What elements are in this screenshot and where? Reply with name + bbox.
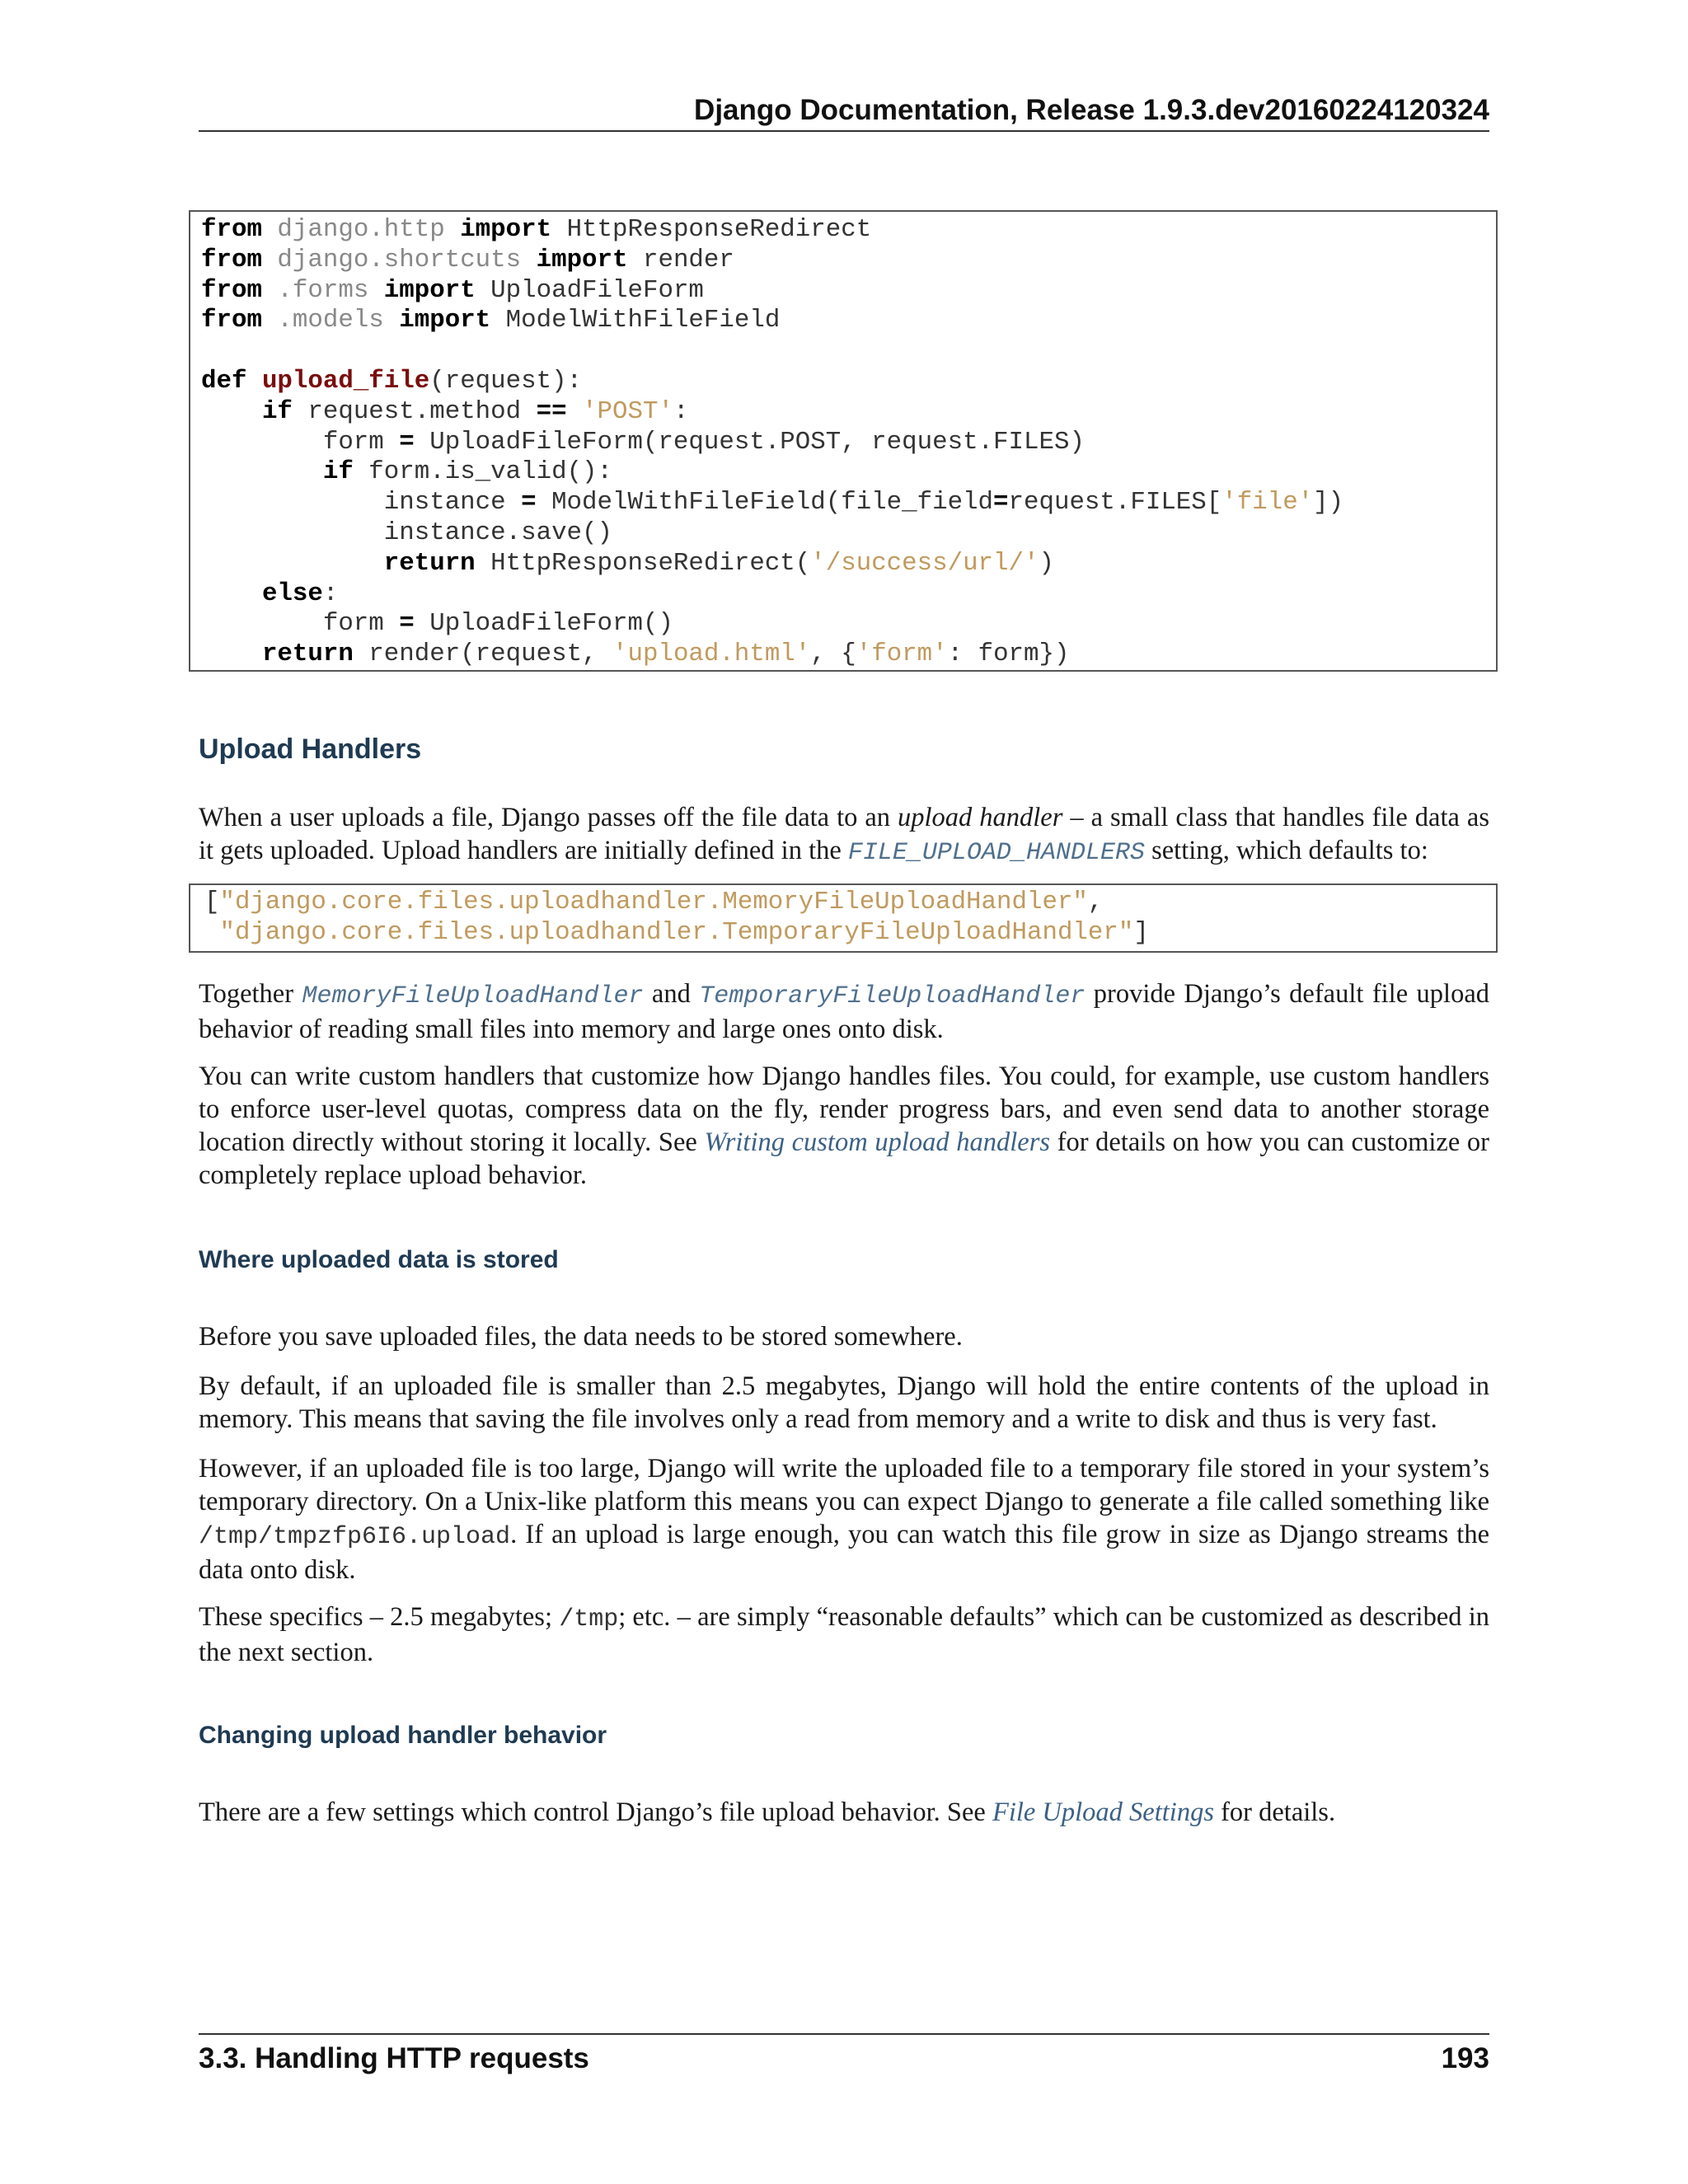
code-token: = [399,609,415,639]
code-token [201,579,262,608]
code-token: : form}) [947,640,1070,669]
code-token [521,246,536,274]
code-token: else [261,579,323,608]
code-line [201,609,1496,640]
code-token: ]) [1313,488,1344,518]
code-token [262,306,277,335]
code-line [201,579,1496,610]
code-token: import [536,245,628,274]
code-line [201,457,1496,488]
paragraph-custom-handlers: You can write custom handlers that customize how Django handles files. You could, for example, use custom handlers to enforce user-level quotas, compress data on the fly, render progress bars, and even send data to another storage location directly without storing it locally. See Writing custom upload handlers for details on how you can customize or completely replace upload behavior. [199,1062,1489,1190]
code-line [201,276,1496,307]
code-token: render [627,245,734,274]
page-number: 193 [1441,2042,1489,2074]
code-token: request.FILES[ [1008,488,1222,518]
code-line [201,215,1496,246]
code-line [201,488,1496,518]
paragraph-stored-intro: Before you save uploaded files, the data needs to be stored somewhere. [199,1322,963,1352]
code-token: ModelWithFileField(file_field [536,488,994,518]
heading-where-uploaded-data-is-stored: Where uploaded data is stored [199,1246,559,1273]
code-token: ] [1133,917,1149,947]
code-line [201,549,1496,579]
code-token: import [460,215,552,244]
paragraph-upload-handlers-intro: When a user uploads a file, Django passes off the file data to an upload handler – a small class that handles file data as it gets uploaded. Upload handlers are initially defined in the FILE_UPLOAD_HANDLERS setting, which defaults to: [199,803,1489,867]
tmp-path: /tmp [559,1605,619,1633]
code-line [201,336,1496,367]
code-block-default-handlers [189,883,1498,953]
paragraph-default-in-memory: By default, if an uploaded file is smaller than 2.5 megabytes, Django will hold the entire contents of the upload in memory. This means that saving the file involves only a read from memory and a write to disk and thus is very fast. [199,1371,1489,1434]
code-token [262,246,277,274]
code-token [201,397,262,426]
code-token: upload_file [261,366,430,396]
code-token: instance.save() [201,518,612,547]
code-line [201,518,1496,549]
code-token: import [383,275,476,305]
heading-upload-handlers: Upload Handlers [199,733,422,765]
code-token [204,918,219,947]
code-token: form [201,427,400,457]
heading-changing-upload-handler-behavior: Changing upload handler behavior [199,1722,607,1749]
code-token: django.shortcuts [277,245,522,274]
code-token: from [201,245,262,274]
code-token: = [399,427,415,457]
code-token [567,397,582,426]
code-token: = [993,488,1009,518]
code-token: ModelWithFileField [490,306,781,335]
code-line [204,888,1496,918]
footer-rule [199,2033,1489,2035]
code-token: 'upload.html' [612,640,811,669]
code-token: return [383,548,476,578]
code-token: instance [201,488,522,518]
upload-handler-term: upload handler [898,803,1063,832]
code-token: = [521,488,537,518]
code-line [201,246,1496,276]
code-token: .forms [277,275,369,305]
code-line [201,640,1496,670]
code-token: return [261,640,354,669]
code-token [368,276,383,305]
code-token: : [673,396,689,426]
running-header: Django Documentation, Release 1.9.3.dev20160224120324 [694,94,1489,126]
code-token: request.method [292,396,537,426]
code-token: '/success/url/' [810,548,1039,578]
link-file-upload-settings[interactable]: File Upload Settings [992,1797,1214,1827]
code-token: render(request, [353,640,613,669]
code-line [201,367,1496,397]
code-token: 'file' [1221,488,1314,518]
paragraph-file-upload-settings: There are a few settings which control Django’s file upload behavior. See File Upload Settings for details. [199,1797,1336,1827]
code-token: if [261,396,293,426]
link-temporary-file-upload-handler[interactable]: TemporaryFileUploadHandler [699,982,1085,1010]
code-token [246,367,261,396]
code-token: , [1087,888,1104,916]
code-token [262,215,277,244]
code-token: HttpResponseRedirect [551,215,872,244]
code-token: ) [1039,548,1054,578]
code-token: if [322,457,354,487]
code-token [262,276,277,305]
code-token: 'POST' [582,396,673,426]
code-token: django.http [277,215,445,244]
code-block-upload-view [189,210,1498,672]
code-line [204,918,1496,949]
code-line [201,397,1496,428]
code-token: UploadFileForm(request.POST, request.FILES) [414,427,1085,457]
code-line [201,428,1496,458]
code-token: "django.core.files.uploadhandler.MemoryFileUploadHandler" [219,888,1088,916]
link-memory-file-upload-handler[interactable]: MemoryFileUploadHandler [302,982,644,1010]
code-line [201,306,1496,336]
code-token [201,549,384,578]
footer-section-title: 3.3. Handling HTTP requests [199,2042,589,2074]
code-token: (request): [429,366,583,396]
code-token: [ [204,888,220,916]
code-token: form [201,609,400,639]
paragraph-temporary-file: However, if an uploaded file is too large, Django will write the uploaded file to a temporary file stored in your system’s temporary directory. On a Unix-like platform this means you can expect Django to generate a file called something like /tmp/tmpzfp6I6.upload. If an upload is large enough, you can watch this file grow in size as Django streams the data onto disk. [199,1454,1489,1585]
link-file-upload-handlers[interactable]: FILE_UPLOAD_HANDLERS [847,839,1145,867]
code-token: UploadFileForm() [414,609,673,639]
code-token: UploadFileForm [475,275,704,305]
code-token: .models [277,306,384,335]
code-token [384,306,399,335]
code-token: : [322,579,339,608]
temp-file-path: /tmp/tmpzfp6I6.upload [199,1523,511,1551]
code-token: from [201,275,262,305]
paragraph-default-handlers: Together MemoryFileUploadHandler and TemporaryFileUploadHandler provide Django’s default file upload behavior of reading small files into memory and large ones onto disk. [199,979,1489,1044]
code-token [201,457,323,486]
link-writing-custom-upload-handlers[interactable]: Writing custom upload handlers [704,1127,1050,1157]
code-token: , { [810,640,856,669]
paragraph-reasonable-defaults: These specifics – 2.5 megabytes; /tmp; etc. – are simply “reasonable defaults” which can be customized as described in the next section. [199,1602,1489,1667]
code-token: from [201,306,262,335]
code-token: 'form' [856,640,948,669]
code-token: form.is_valid(): [353,457,613,487]
header-rule [199,130,1489,132]
code-token: HttpResponseRedirect( [475,548,811,578]
code-token: import [399,306,491,335]
code-token [445,215,460,244]
code-token: from [201,215,262,244]
code-token: def [201,366,247,396]
code-token: == [536,396,567,426]
code-token: "django.core.files.uploadhandler.TemporaryFileUploadHandler" [219,917,1134,947]
code-token [201,640,262,668]
